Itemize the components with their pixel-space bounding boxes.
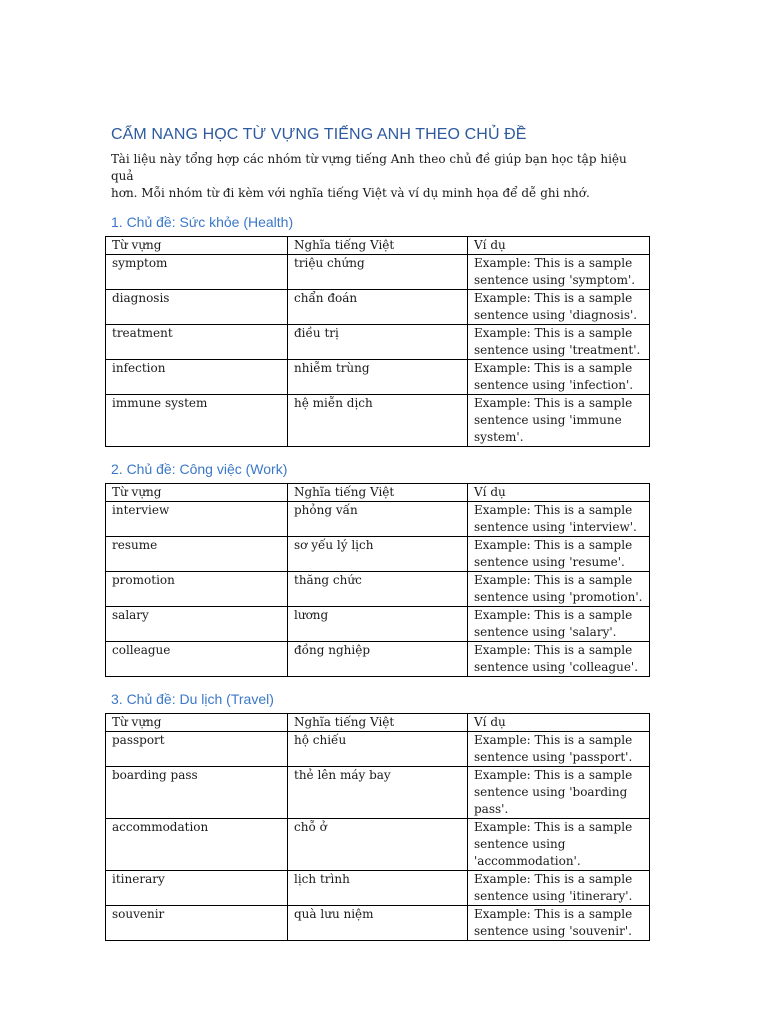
vocab-table-work — [105, 483, 650, 677]
header-word: Từ vựng — [106, 714, 288, 732]
table-row — [106, 537, 650, 572]
cell-example: Example: This is a sample sentence using 'boarding pass'. — [468, 767, 650, 819]
header-example: Ví dụ — [468, 714, 650, 732]
cell-meaning: quà lưu niệm — [288, 906, 468, 941]
cell-meaning: chỗ ở — [288, 819, 468, 871]
cell-word: promotion — [106, 572, 288, 607]
cell-meaning: lịch trình — [288, 871, 468, 906]
vocab-table-health — [105, 236, 650, 447]
cell-meaning: sơ yếu lý lịch — [288, 537, 468, 572]
cell-meaning: thăng chức — [288, 572, 468, 607]
cell-example: Example: This is a sample sentence using 'souvenir'. — [468, 906, 650, 941]
cell-word: symptom — [106, 255, 288, 290]
cell-example: Example: This is a sample sentence using 'passport'. — [468, 732, 650, 767]
cell-word: immune system — [106, 395, 288, 447]
table-row — [106, 395, 650, 447]
table-row — [106, 767, 650, 819]
table-row — [106, 325, 650, 360]
cell-example: Example: This is a sample sentence using 'resume'. — [468, 537, 650, 572]
table-header-row — [106, 484, 650, 502]
cell-example: Example: This is a sample sentence using 'salary'. — [468, 607, 650, 642]
header-meaning: Nghĩa tiếng Việt — [288, 237, 468, 255]
cell-word: infection — [106, 360, 288, 395]
cell-word: itinerary — [106, 871, 288, 906]
cell-meaning: nhiễm trùng — [288, 360, 468, 395]
table-header-row — [106, 714, 650, 732]
table-header-row — [106, 237, 650, 255]
document-title: CẨM NANG HỌC TỪ VỰNG TIẾNG ANH THEO CHỦ ĐỀ — [111, 126, 527, 143]
table-row — [106, 360, 650, 395]
table-row — [106, 871, 650, 906]
cell-meaning: chẩn đoán — [288, 290, 468, 325]
cell-meaning: đồng nghiệp — [288, 642, 468, 677]
section-title-health: 1. Chủ đề: Sức khỏe (Health) — [111, 214, 294, 230]
cell-word: souvenir — [106, 906, 288, 941]
cell-meaning: phỏng vấn — [288, 502, 468, 537]
header-example: Ví dụ — [468, 484, 650, 502]
section-title-travel: 3. Chủ đề: Du lịch (Travel) — [111, 691, 274, 707]
cell-word: accommodation — [106, 819, 288, 871]
cell-meaning: hệ miễn dịch — [288, 395, 468, 447]
cell-word: passport — [106, 732, 288, 767]
cell-example: Example: This is a sample sentence using 'promotion'. — [468, 572, 650, 607]
header-meaning: Nghĩa tiếng Việt — [288, 484, 468, 502]
cell-example: Example: This is a sample sentence using 'accommodation'. — [468, 819, 650, 871]
table-row — [106, 255, 650, 290]
table-row — [106, 642, 650, 677]
header-meaning: Nghĩa tiếng Việt — [288, 714, 468, 732]
vocab-table-travel — [105, 713, 650, 941]
table-row — [106, 502, 650, 537]
cell-meaning: lương — [288, 607, 468, 642]
table-row — [106, 607, 650, 642]
cell-example: Example: This is a sample sentence using 'itinerary'. — [468, 871, 650, 906]
header-example: Ví dụ — [468, 237, 650, 255]
header-word: Từ vựng — [106, 484, 288, 502]
section-title-work: 2. Chủ đề: Công việc (Work) — [111, 461, 288, 477]
cell-meaning: hộ chiếu — [288, 732, 468, 767]
cell-example: Example: This is a sample sentence using 'diagnosis'. — [468, 290, 650, 325]
cell-example: Example: This is a sample sentence using 'treatment'. — [468, 325, 650, 360]
cell-example: Example: This is a sample sentence using 'interview'. — [468, 502, 650, 537]
cell-example: Example: This is a sample sentence using 'infection'. — [468, 360, 650, 395]
header-word: Từ vựng — [106, 237, 288, 255]
table-row — [106, 290, 650, 325]
document-page — [105, 124, 649, 941]
intro-line-2: hơn. Mỗi nhóm từ đi kèm với nghĩa tiếng Việt và ví dụ minh họa để dễ ghi nhớ. — [111, 186, 590, 200]
table-row — [106, 819, 650, 871]
table-row — [106, 732, 650, 767]
cell-word: diagnosis — [106, 290, 288, 325]
cell-meaning: điều trị — [288, 325, 468, 360]
cell-word: colleague — [106, 642, 288, 677]
cell-meaning: thẻ lên máy bay — [288, 767, 468, 819]
table-row — [106, 906, 650, 941]
intro-paragraph — [111, 151, 651, 202]
table-row — [106, 572, 650, 607]
intro-line-1: Tài liệu này tổng hợp các nhóm từ vựng tiếng Anh theo chủ đề giúp bạn học tập hiệu quả — [111, 152, 627, 183]
cell-word: treatment — [106, 325, 288, 360]
cell-example: Example: This is a sample sentence using 'immune system'. — [468, 395, 650, 447]
cell-word: boarding pass — [106, 767, 288, 819]
cell-meaning: triệu chứng — [288, 255, 468, 290]
cell-word: salary — [106, 607, 288, 642]
cell-word: resume — [106, 537, 288, 572]
cell-example: Example: This is a sample sentence using 'colleague'. — [468, 642, 650, 677]
cell-word: interview — [106, 502, 288, 537]
cell-example: Example: This is a sample sentence using 'symptom'. — [468, 255, 650, 290]
